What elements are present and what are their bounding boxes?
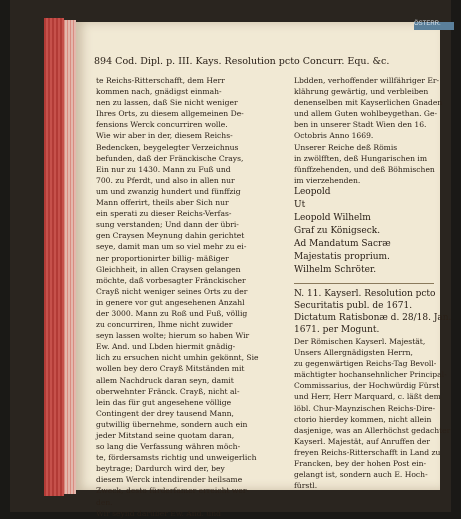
text-line: Ihres Orts, zu diesem allgemeinen De- (96, 109, 244, 119)
text-line: Contingent der drey tausend Mann, (96, 408, 234, 418)
text-line: Wir seynd darüber Ew. And. und (96, 508, 221, 518)
text-line: 700. zu Pferdt, und also in allen nur (96, 175, 235, 185)
text-line: Kayserl. Majestät, auf Anruffen der (294, 436, 430, 446)
document-title-line: Dictatum Ratisbonæ d. 28/18. Jan. (294, 312, 452, 323)
text-line: Der Römischen Kayserl. Majestät, (294, 336, 426, 346)
text-line: ner proportionirter billig- mäßiger (96, 253, 229, 263)
section-divider (294, 283, 434, 284)
text-line: dasjenige, was an Allerhöchst gedachter (294, 425, 451, 435)
text-line: sung verstanden; Und dann der übri- (96, 220, 239, 230)
signature-line: Leopold Wilhelm (294, 212, 371, 223)
left-column (96, 75, 286, 519)
text-line: te Reichs-Ritterschafft, dem Herr (96, 76, 225, 85)
header-text: Cod. Dipl. p. III. Kays. Resolution pcto Concurr. Equ. &c. (115, 56, 390, 67)
text-line: Ein nur zu 1430. Mann zu Fuß und (96, 164, 231, 174)
text-line: den. (96, 497, 113, 507)
text-line: befunden, daß der Fränckische Crays, (96, 153, 244, 163)
text-line: jeder Mitstand seine quotam daran, (96, 431, 235, 440)
running-header (94, 56, 434, 67)
text-line: zu concurriren, Ihme nicht zuwider (96, 320, 233, 330)
text-line: beytrage; Dardurch wird der, bey (96, 464, 225, 474)
text-line: lich zu ersuchen nicht umhin gekönnt, Sie (96, 353, 259, 363)
text-line: klährung gewärtig, und verbleiben (294, 87, 429, 97)
text-line: Ew. And. und Lbden hiermit gnädig- (96, 342, 236, 352)
text-line: der 3000. Mann zu Roß und Fuß, völlig (96, 308, 248, 318)
signature-line: Graf zu Königseck. (294, 225, 381, 236)
text-line: te, fördersamsts richtig und unweigerlich (96, 453, 257, 463)
page-number: 894 (94, 56, 113, 67)
text-line: ein sperati zu dieser Reichs-Verfas- (96, 209, 232, 219)
signature-line: Ut (294, 199, 306, 210)
text-line: seyn lassen wolte; hierum so haben Wir (96, 331, 250, 341)
text-line: gen Craysen Meynung dahin gerichtet (96, 231, 245, 241)
text-line: Commissarius, der Hochwürdig Fürst (294, 381, 440, 391)
text-line: und allem Guten wohlbeygethan. Ge- (294, 109, 438, 119)
text-line: fürstl. (294, 481, 318, 491)
document-title-line: N. 11. Kayserl. Resolution pcto (294, 288, 436, 299)
text-line: allem Nachdruck daran seyn, damit (96, 375, 234, 385)
text-line: fensions Werck concurriren wolle. (96, 120, 228, 130)
text-line: gutwillig übernehme, sondern auch ein (96, 419, 248, 429)
text-line: freyen Reichs-Ritterschafft in Land zu (294, 447, 441, 457)
text-line: Francken, bey der hohen Post ein- (294, 458, 427, 468)
text-line: denenselben mit Kayserlichen Gnaden (294, 98, 443, 108)
text-line: Wie wir aber in der, diesem Reichs- (96, 131, 233, 141)
text-line: ben in unserer Stadt Wien den 16. (294, 120, 427, 130)
text-line: kommen nach, gnädigst einmah- (96, 87, 222, 97)
signature-line: Ad Mandatum Sacræ (294, 238, 391, 249)
document-title-line: 1671. per Mogunt. (294, 324, 380, 335)
signature-line: Leopold (294, 186, 331, 197)
text-line: gelangt ist, sondern auch E. Hoch- (294, 470, 428, 480)
page-edge-inner (64, 20, 76, 494)
text-line: wollen bey dero Crayß Mitständen mit (96, 364, 245, 374)
text-line: löbl. Chur-Maynzischen Reichs-Dire- (294, 403, 436, 413)
page-edge (44, 18, 64, 496)
text-line: nen zu lassen, daß Sie nicht weniger (96, 98, 238, 108)
text-line: Zweck, desto fürderfamer erreicht wer- (96, 486, 250, 496)
text-line: Unserer Reiche deß Römis (294, 142, 398, 152)
text-line: in zwölfften, deß Hungarischen im (294, 153, 428, 163)
text-line: möchte, daß vorbesagter Fränckischer (96, 275, 246, 285)
text-line: Lbdden, verhoffender willfähriger Er- (294, 76, 440, 85)
signature-line: Wilhelm Schröter. (294, 264, 377, 275)
document-title-line: Securitatis publ. de 1671. (294, 300, 413, 311)
text-line: so lang die Verfassung währen möch- (96, 442, 241, 452)
right-column (294, 75, 452, 491)
text-line: Bedencken, beygelegter Verzeichnus (96, 142, 239, 152)
text-line: lein das für gut angesehene völlige (96, 397, 232, 407)
library-tab-text: ÖSTERR. (414, 21, 441, 27)
text-line: Octobris Anno 1669. (294, 131, 374, 141)
text-line: seye, damit man um so viel mehr zu ei- (96, 242, 247, 252)
text-line: diesem Werck intendirender heilsame (96, 475, 243, 485)
text-line: zu gegenwärtigen Reichs-Tag Bevoll- (294, 359, 437, 369)
text-line: in genere vor gut angesehenen Anzahl (96, 297, 245, 307)
text-line: Mann offerirt, theils aber Sich nur (96, 198, 229, 208)
signature-line: Majestatis proprium. (294, 251, 390, 262)
text-line: mächtigter hochansehnlicher Principal- (294, 370, 447, 380)
text-line: Crayß nicht weniger seines Orts zu der (96, 286, 248, 296)
text-line: Unsers Allergnädigsten Herrn, (294, 348, 413, 358)
text-line: Gleichheit, in allen Craysen gelangen (96, 264, 241, 274)
text-line: und Herr, Herr Marquard, c. läßt dem (294, 392, 441, 402)
text-line: oberwehnter Fränck. Crayß, nicht al- (96, 386, 240, 396)
text-line: fünffzehenden, und deß Böhmischen (294, 164, 435, 174)
text-line: um und zwanzig hundert und fünffzig (96, 186, 241, 196)
text-line: im vierzehenden. (294, 175, 361, 185)
text-line: ctorio hierdey kommen, nicht allein (294, 414, 432, 424)
